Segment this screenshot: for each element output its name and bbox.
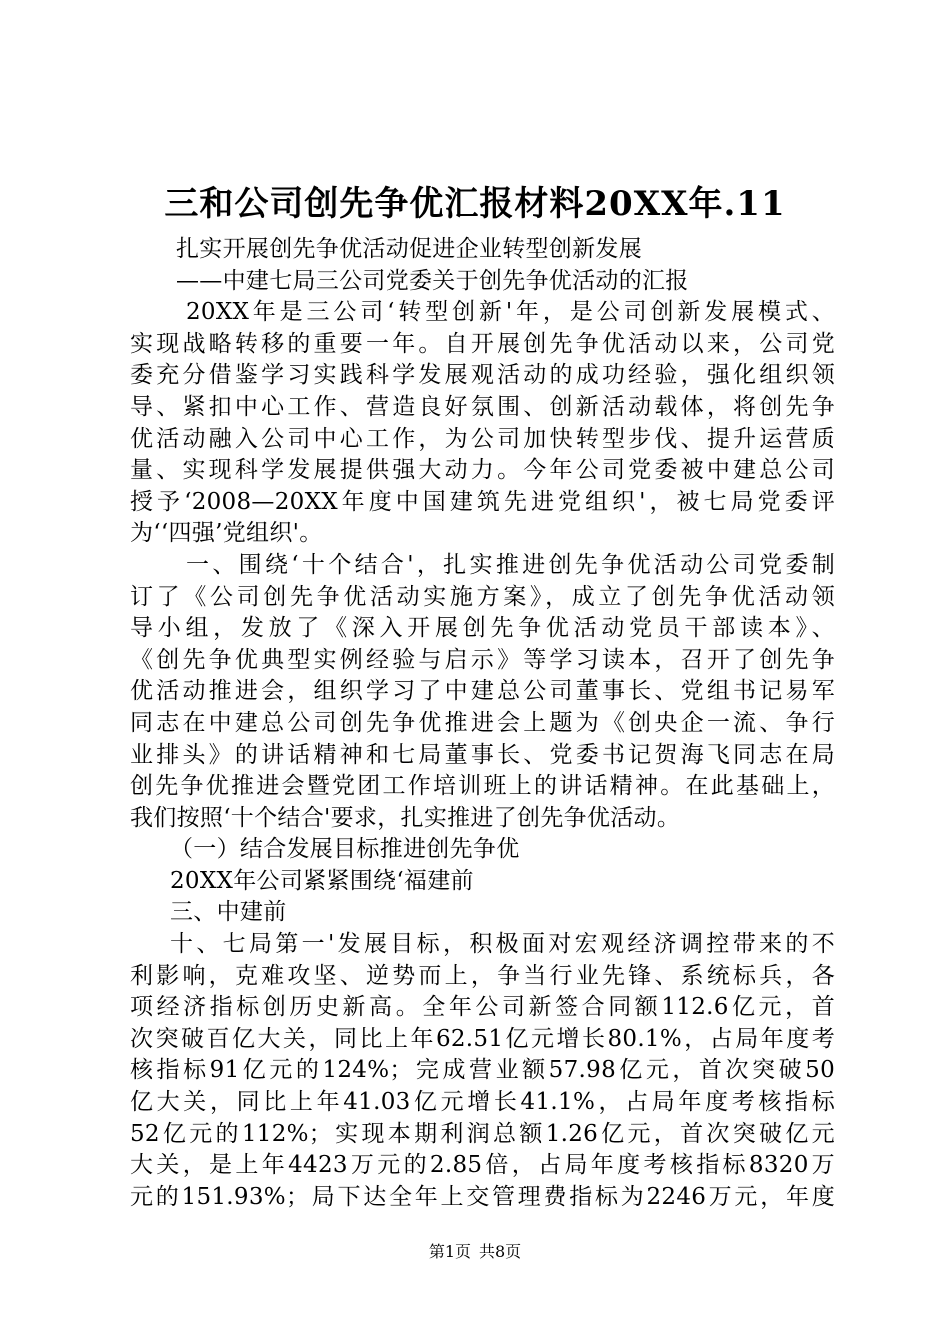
paragraph-line: 十、七局第一'发展目标，积极面对宏观经济调控带来的不 <box>170 931 835 958</box>
paragraph-line: 三、中建前 <box>170 899 287 926</box>
page-total: 共8页 <box>479 1242 522 1261</box>
page-number: 第1页 <box>428 1242 471 1261</box>
paragraph-line: 亿大关，同比上年41.03亿元增长41.1%，占局年度考核指标 <box>130 1089 835 1116</box>
paragraph-line: 元的151.93%；局下达全年上交管理费指标为2246万元，年度 <box>130 1183 835 1210</box>
paragraph-line: 次突破百亿大关，同比上年62.51亿元增长80.1%，占局年度考 <box>130 1025 835 1052</box>
document-title: 三和公司创先争优汇报材料20XX年.11 <box>164 184 786 224</box>
subtitle-line: 扎实开展创先争优活动促进企业转型创新发展 <box>176 236 642 262</box>
paragraph-line: 20XX年是三公司‘转型创新'年，是公司创新发展模式、 <box>186 299 835 326</box>
paragraph-line: 同志在中建总公司创先争优推进会上题为《创央企一流、争行 <box>130 709 835 736</box>
paragraph-line: 项经济指标创历史新高。全年公司新签合同额112.6亿元，首 <box>130 994 835 1021</box>
paragraph-line: 导小组，发放了《深入开展创先争优活动党员干部读本》、 <box>130 615 835 642</box>
section-heading: （一）结合发展目标推进创先争优 <box>170 836 520 863</box>
paragraph-line: 我们按照‘十个结合'要求，扎实推进了创先争优活动。 <box>130 804 681 831</box>
subtitle-line: ——中建七局三公司党委关于创先争优活动的汇报 <box>176 267 689 294</box>
paragraph-line: 20XX年公司紧紧围绕‘福建前 <box>170 867 474 894</box>
paragraph-line: 为‘‘四强’党组织'。 <box>130 520 323 547</box>
paragraph-line: 业排头》的讲话精神和七局董事长、党委书记贺海飞同志在局 <box>130 741 835 768</box>
paragraph-line: 一、围绕‘十个结合'，扎实推进创先争优活动公司党委制 <box>186 551 835 578</box>
paragraph-line: 订了《公司创先争优活动实施方案》，成立了创先争优活动领 <box>130 583 835 610</box>
paragraph-line: 授予‘2008—20XX年度中国建筑先进党组织'，被七局党委评 <box>130 488 835 515</box>
paragraph-line: 利影响，克难攻坚、逆势而上，争当行业先锋、系统标兵，各 <box>130 962 835 989</box>
paragraph-line: 委充分借鉴学习实践科学发展观活动的成功经验，强化组织领 <box>130 362 835 389</box>
paragraph-line: 大关，是上年4423万元的2.85倍，占局年度考核指标8320万 <box>130 1152 835 1179</box>
paragraph-line: 创先争优推进会暨党团工作培训班上的讲话精神。在此基础上， <box>130 773 835 800</box>
paragraph-line: 《创先争优典型实例经验与启示》等学习读本，召开了创先争 <box>130 646 835 673</box>
paragraph-line: 实现战略转移的重要一年。自开展创先争优活动以来，公司党 <box>130 330 835 357</box>
page-footer <box>0 1240 950 1264</box>
paragraph-line: 优活动推进会，组织学习了中建总公司董事长、党组书记易军 <box>130 678 835 705</box>
paragraph-line: 52亿元的112%；实现本期利润总额1.26亿元，首次突破亿元 <box>130 1120 835 1147</box>
document-body <box>130 234 835 1213</box>
paragraph-line: 优活动融入公司中心工作，为公司加快转型步伐、提升运营质 <box>130 425 835 452</box>
paragraph-line: 量、实现科学发展提供强大动力。今年公司党委被中建总公司 <box>130 457 835 484</box>
paragraph-line: 导、紧扣中心工作、营造良好氛围、创新活动载体，将创先争 <box>130 393 835 420</box>
paragraph-line: 核指标91亿元的124%；完成营业额57.98亿元，首次突破50 <box>130 1057 835 1084</box>
